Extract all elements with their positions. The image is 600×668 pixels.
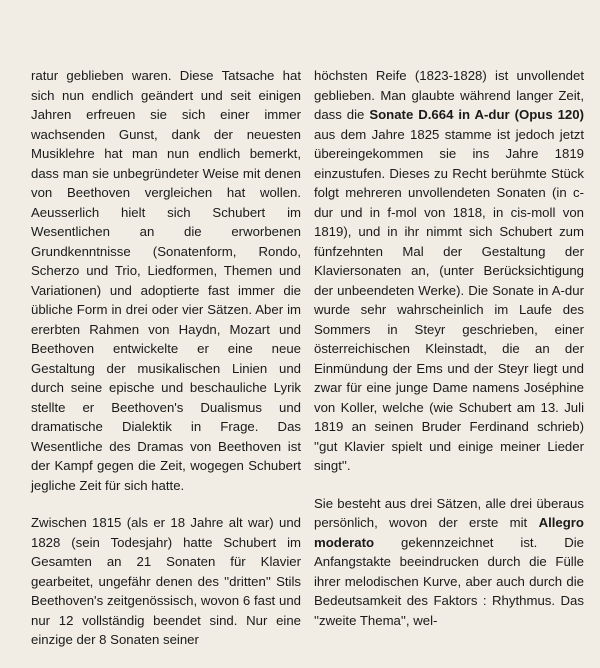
right-paragraph-1-text-a: höchsten Reife (1823-1828) ist unvollendet geblieben. Man glaubte während langer Zeit, dass die — [314, 68, 584, 122]
right-paragraph-1 — [314, 66, 584, 476]
left-column — [31, 66, 301, 668]
right-paragraph-1-text-b: aus dem Jahre 1825 stamme ist jedoch jetzt übereingekommen sie ins Jahre 1819 einzustufen. Dieses zu Recht berühmte Stück folgt mehreren unvollendeten Sonaten (in c-dur und in f-mol von 1818, in cis-moll von 1819), und in ihr nimmt sich Schubert zum fünfzehnten Mal der Gestaltung der Klaviersonaten an, (unter Berücksichtigung der unbeendeten Werke). Die Sonate in A-dur wurde sehr wahrscheinlich im Laufe des Sommers in Steyr geschrieben, einer österreichischen Kleinstadt, die an der Einmündung der Ems und der Steyr liegt und zwar für eine junge Dame namens Joséphine von Koller, welche (wie Schubert am 13. Juli 1819 an seinen Bruder Ferdinand schrieb) ''gut Klavier spielt und einige meiner Lieder singt''. — [314, 126, 584, 473]
left-paragraph-1: ratur geblieben waren. Diese Tatsache hat sich nun endlich geändert und seit einigen Jahren erfreuen sie sich einer immer wachsenden Gunst, dank der neuesten Musiklehre hat man nun endlich bemerkt, dass man sie unbegründeter Weise mit denen von Beethoven vergleichen hat wollen. Aeusserlich hielt sich Schubert im Wesentlichen an die erworbenen Grundkenntnisse (Sonatenform, Rondo, Scherzo und Trio, Liedformen, Themen und Variationen) und adoptierte fast immer die übliche Form in drei oder vier Sätzen. Aber im ererbten Rahmen von Haydn, Mozart und Beethoven entwickelte er eine neue Gestaltung der musikalischen Linien und durch seine epische und beschauliche Lyrik stellte er Beethoven's Dualismus und dramatische Dialektik in Frage. Das Wesentliche des Dramas von Beethoven ist der Kampf gegen die Zeit, wogegen Schubert jegliche Zeit für sich hatte. — [31, 68, 301, 493]
sonata-title-bold: Sonate D.664 in A-dur (Opus 120) — [369, 107, 584, 122]
right-paragraph-2-text-b: gekennzeichnet ist. Die Anfangstakte beeindrucken durch die Fülle ihrer melodischen Kurve, aber auch durch die Bedeutsamkeit des Faktors : Rhythmus. Das ''zweite Thema'', wel- — [314, 534, 584, 628]
tempo-marking-bold: Allegro moderato — [314, 515, 584, 550]
right-column — [314, 66, 584, 648]
right-paragraph-2-text-a: Sie besteht aus drei Sätzen, alle drei überaus persönlich, wovon der erste mit — [314, 495, 584, 530]
left-paragraph-2: Zwischen 1815 (als er 18 Jahre alt war) und 1828 (sein Todesjahr) hatte Schubert im Gesamten an 21 Sonaten für Klavier gearbeitet, ungefähr denen des ''dritten'' Stils Beethoven's zeitgenössisch, wovon 6 fast und nur 12 vollständig beendet sind. Nur eine einzige der 8 Sonaten seiner — [31, 515, 301, 647]
right-paragraph-2 — [314, 494, 584, 631]
